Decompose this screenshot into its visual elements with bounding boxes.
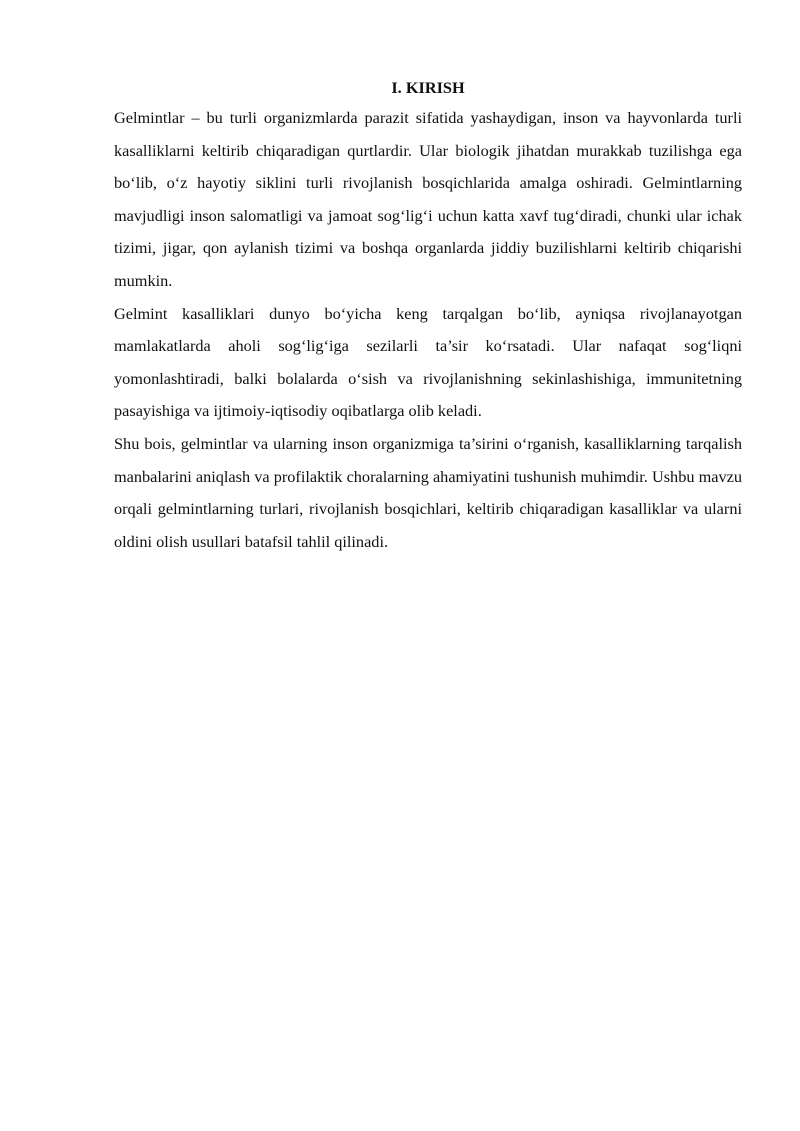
document-body xyxy=(114,74,742,558)
paragraph-purpose: Shu bois, gelmintlar va ularning inson organizmiga ta’sirini o‘rganish, kasalliklarning tarqalish manbalarini aniqlash va profilaktik choralarning ahamiyatini tushunish muhimdir. Ushbu mavzu orqali gelmintlarning turlari, rivojlanish bosqichlari, keltirib chiqaradigan kasalliklar va ularni oldini olish usullari batafsil tahlil qilinadi. xyxy=(114,433,742,551)
paragraph-intro: Gelmintlar – bu turli organizmlarda parazit sifatida yashaydigan, inson va hayvonlarda turli kasalliklarni keltirib chiqaradigan qurtlardir. Ular biologik jihatdan murakkab tuzilishga ega bo‘lib, o‘z hayotiy siklini turli rivojlanish bosqichlarida amalga oshiradi. Gelmintlarning mavjudligi inson salomatligi va jamoat sog‘lig‘i uchun katta xavf tug‘diradi, chunki ular ichak tizimi, jigar, qon aylanish tizimi va boshqa organlarda jiddiy buzilishlarni keltirib chiqarishi mumkin. xyxy=(114,108,742,290)
section-heading: I. KIRISH xyxy=(391,78,465,97)
paragraph-prevalence: Gelmint kasalliklari dunyo bo‘yicha keng tarqalgan bo‘lib, ayniqsa rivojlanayotgan mamlakatlarda aholi sog‘lig‘iga sezilarli ta’sir ko‘rsatadi. Ular nafaqat sog‘liqni yomonlashtiradi, balki bolalarda o‘sish va rivojlanishning sekinlashishiga, immunitetning pasayishiga va ijtimoiy-iqtisodiy oqibatlarga olib keladi. xyxy=(114,303,742,421)
